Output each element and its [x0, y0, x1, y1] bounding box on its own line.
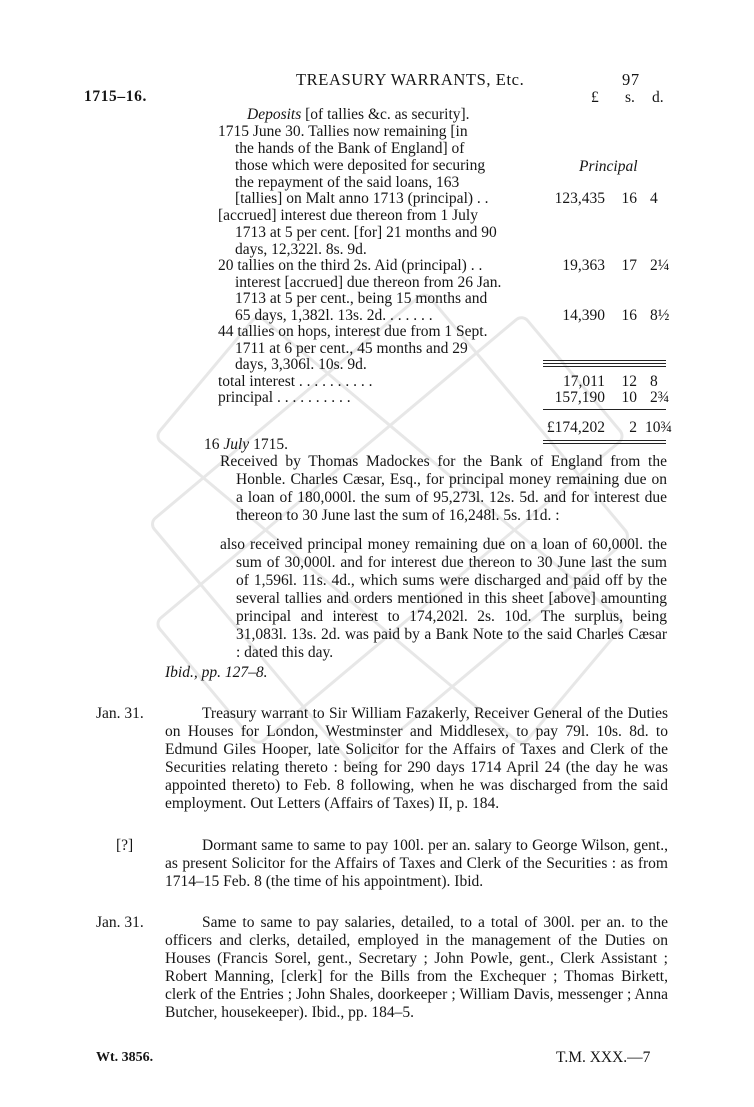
deposit-line: 1715 June 30. Tallies now remaining [in — [218, 123, 468, 140]
rule — [543, 360, 666, 361]
deposit-line: those which were deposited for securing — [235, 157, 486, 174]
deposits-heading: Deposits [of tallies &c. as security]. — [247, 106, 470, 123]
entry-date: Jan. 31. — [96, 705, 144, 722]
amount-shillings: 12 — [621, 373, 637, 390]
receipt-date: 16 July 1715. — [204, 436, 288, 453]
deposit-line: the hands of the Bank of England] of — [235, 140, 465, 157]
footer-left: Wt. 3856. — [96, 1050, 154, 1065]
page-number: 97 — [622, 70, 640, 89]
deposit-line: days, 3,306l. 10s. 9d. — [235, 356, 367, 373]
rule — [543, 363, 666, 364]
col-pound-header: £ — [591, 89, 599, 106]
entry-date: [?] — [116, 837, 134, 854]
reference: Ibid., pp. 127–8. — [165, 664, 268, 681]
amount-shillings: 17 — [621, 257, 637, 274]
amount-pounds: 14,390 — [562, 307, 605, 324]
amount-shillings: 10 — [621, 389, 637, 406]
deposit-line: 44 tallies on hops, interest due from 1 Sept. — [218, 323, 488, 340]
rule — [543, 366, 666, 367]
footer-right: T.M. XXX.—7 — [556, 1049, 651, 1066]
deposit-line: total interest . . . . . . . . . . — [218, 373, 373, 390]
entry-text: Same to same to pay salaries, detailed, to a total of 300l. per an. to the officers and clerks, detailed, employed in the management of the Duties on Houses (Francis Sorel, gent., Secretary ; John Powle, gent., Clerk Assistant ; Robert Manning, [clerk] for the Bills from the Exchequer ; Thomas Birkett, clerk of the Entries ; John Shales, doorkeeper ; William Davis, messenger ; Anna Butcher, housekeeper). Ibid., pp. 184–5. — [165, 914, 668, 1021]
deposit-line: [tallies] on Malt anno 1713 (principal) . . — [235, 190, 489, 207]
amount-pounds: 19,363 — [562, 257, 605, 274]
principal-label: Principal — [579, 158, 638, 175]
year-margin: 1715–16. — [84, 88, 147, 105]
amount-shillings: 16 — [621, 307, 637, 324]
deposit-line: 1711 at 6 per cent., 45 months and 29 — [235, 340, 468, 357]
amount-total-shillings: 2 — [629, 419, 637, 436]
amount-pence: 2¼ — [650, 257, 670, 274]
deposit-line: [accrued] interest due thereon from 1 July — [218, 207, 478, 224]
amount-pence: 4 — [650, 190, 658, 207]
amount-shillings: 16 — [621, 190, 637, 207]
receipt-paragraph-1: Received by Thomas Madockes for the Bank of England from the Honble. Charles Cæsar, Esq., for principal money remaining due on a loan of 180,000l. the sum of 95,273l. 12s. 5d. and for interest due thereon to 30 June last the sum of 16,248l. 5s. 11d. : — [220, 453, 667, 524]
deposit-line: 1713 at 5 per cent., being 15 months and — [235, 290, 488, 307]
amount-pence: 8½ — [650, 307, 670, 324]
amount-pounds: 17,011 — [562, 373, 605, 390]
amount-total-pence: 10¾ — [645, 419, 673, 436]
deposit-line: 1713 at 5 per cent. [for] 21 months and 90 — [235, 224, 497, 241]
deposit-line: 20 tallies on the third 2s. Aid (principal) . . — [218, 257, 483, 274]
entry-date: Jan. 31. — [96, 914, 144, 931]
col-shilling-header: s. — [625, 89, 635, 106]
rule — [543, 443, 666, 444]
amount-pence: 2¾ — [650, 389, 670, 406]
amount-pounds: 123,435 — [554, 190, 605, 207]
col-pence-header: d. — [652, 89, 664, 106]
deposit-line: the repayment of the said loans, 163 — [235, 174, 460, 191]
deposit-line: days, 12,322l. 8s. 9d. — [235, 241, 367, 258]
running-title: TREASURY WARRANTS, Etc. — [296, 70, 525, 89]
deposit-line: principal . . . . . . . . . . — [218, 389, 351, 406]
rule — [543, 440, 666, 441]
deposit-line: 65 days, 1,382l. 13s. 2d. . . . . . . — [235, 307, 433, 324]
entry-text: Dormant same to same to pay 100l. per an. salary to George Wilson, gent., as present Solicitor for the Affairs of Taxes and Clerk of the Securities : as from 1714–15 Feb. 8 (the time of his appointment). Ibid. — [165, 837, 668, 890]
entry-text: Treasury warrant to Sir William Fazakerly, Receiver General of the Duties on Houses for London, Westminster and Middlesex, to pay 79l. 10s. 8d. to Edmund Giles Hooper, late Solicitor for the Affairs of Taxes and Clerk of the Securities relating thereto : being for 290 days 1714 April 24 (the day he was appointed thereto) to Feb. 8 following, when he was discharged from the said employment. Out Letters (Affairs of Taxes) II, p. 184. — [165, 705, 668, 812]
amount-total-pounds: £174,202 — [546, 419, 605, 436]
receipt-paragraph-2: also received principal money remaining due on a loan of 60,000l. the sum of 30,000l. and for interest due thereon to 30 June last the sum of 1,596l. 11s. 4d., which sums were discharged and paid off by the several tallies and orders mentioned in this sheet [above] amounting principal and interest to 174,202l. 2s. 10d. The surplus, being 31,083l. 13s. 2d. was paid by a Bank Note to the said Charles Cæsar : dated this day. — [220, 536, 667, 661]
rule — [543, 409, 666, 410]
amount-pence: 8 — [650, 373, 658, 390]
deposit-line: interest [accrued] due thereon from 26 Jan. — [235, 274, 502, 291]
amount-pounds: 157,190 — [554, 389, 605, 406]
